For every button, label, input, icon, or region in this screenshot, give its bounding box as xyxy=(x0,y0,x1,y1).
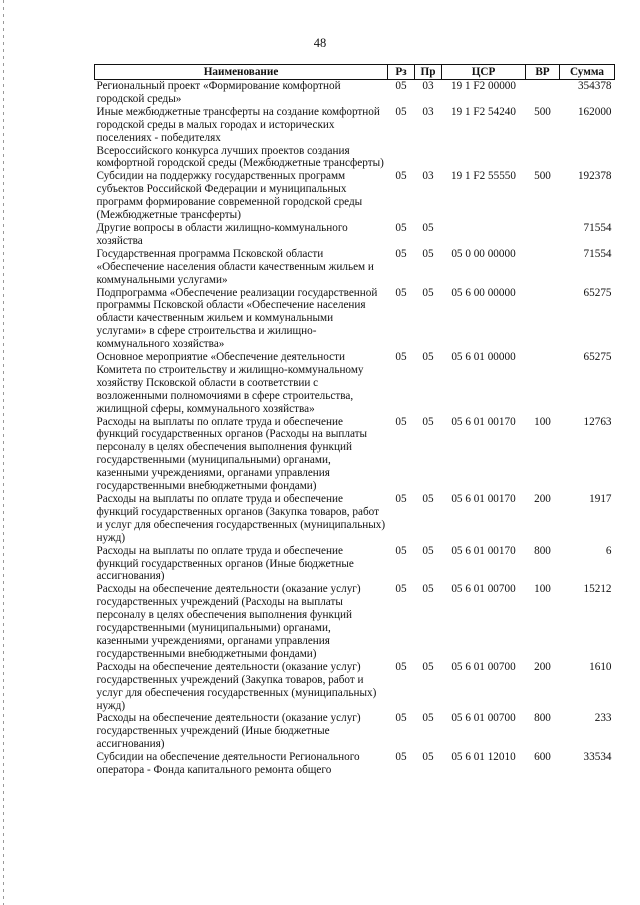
cell-rz: 05 xyxy=(395,544,407,557)
cell-name: Иные межбюджетные трансферты на создание комфортной городской среды в малых городах и исторических поселениях - победителях xyxy=(96,105,380,144)
cell-vr: 500 xyxy=(534,105,551,118)
cell-pr: 03 xyxy=(422,105,434,118)
table-row xyxy=(95,145,615,171)
cell-pr: 03 xyxy=(422,170,434,183)
cell-csr: 05 6 01 00700 xyxy=(451,583,516,596)
cell-name: Расходы на выплаты по оплате труда и обеспечение функций государственных органов (Иные бюджетные ассигнования) xyxy=(96,544,354,583)
cell-pr: 05 xyxy=(422,583,434,596)
cell-rz: 05 xyxy=(395,286,407,299)
cell-pr: 05 xyxy=(422,247,434,260)
cell-vr xyxy=(526,222,560,248)
table-row xyxy=(95,222,615,248)
table-body xyxy=(95,80,615,777)
cell-pr: 05 xyxy=(422,712,434,725)
table-row xyxy=(95,106,615,145)
cell-sum: 233 xyxy=(594,712,612,725)
cell-vr: 500 xyxy=(534,170,551,183)
table-row xyxy=(95,170,615,222)
cell-pr: 05 xyxy=(422,544,434,557)
cell-pr: 05 xyxy=(422,351,434,364)
cell-pr: 05 xyxy=(422,221,434,234)
cell-csr: 19 1 F2 00000 xyxy=(451,80,516,92)
cell-rz: 05 xyxy=(395,493,407,505)
cell-sum: 65275 xyxy=(583,286,612,299)
cell-sum: 1610 xyxy=(589,660,612,673)
cell-sum: 354378 xyxy=(577,80,612,92)
cell-sum: 33534 xyxy=(583,751,612,764)
cell-pr: 05 xyxy=(422,286,434,299)
table-row xyxy=(95,351,615,416)
cell-name: Субсидии на поддержку государственных программ субъектов Российской Федерации и муниципальных программ формирование современной городской среды (Межбюджетные трансферты) xyxy=(96,170,363,222)
cell-rz: 05 xyxy=(395,170,407,183)
cell-csr: 19 1 F2 54240 xyxy=(451,105,516,118)
cell-rz: 05 xyxy=(395,80,407,92)
cell-pr xyxy=(415,145,442,171)
cell-pr: 05 xyxy=(422,660,434,673)
cell-csr: 05 6 01 00700 xyxy=(451,660,516,673)
header-name: Наименование xyxy=(95,65,388,80)
cell-name: Региональный проект «Формирование комфортной городской среды» xyxy=(96,80,341,105)
cell-csr xyxy=(442,145,526,171)
cell-sum: 12763 xyxy=(583,415,612,428)
cell-csr: 05 6 01 00170 xyxy=(451,493,516,505)
cell-rz: 05 xyxy=(395,247,407,260)
cell-rz: 05 xyxy=(395,105,407,118)
cell-name: Расходы на выплаты по оплате труда и обеспечение функций государственных органов (Расходы на выплаты персоналу в целях обеспечения выполнения функций государственными (муниципальными) органами, казенными учреждениями, органами управления государственными внебюджетными фондами) xyxy=(96,415,368,493)
table-row xyxy=(95,583,615,660)
cell-csr: 05 6 01 00170 xyxy=(451,415,516,428)
table-row xyxy=(95,545,615,584)
cell-sum xyxy=(560,145,615,171)
cell-sum: 15212 xyxy=(583,583,612,596)
cell-pr: 03 xyxy=(422,80,434,92)
table-row xyxy=(95,416,615,493)
cell-name: Расходы на обеспечение деятельности (оказание услуг) государственных учреждений (Расходы на выплаты персоналу в целях обеспечения выполнения функций государственными (муниципальными) органами, казенными учреждениями, органами управления государственными внебюджетными фондами) xyxy=(96,583,361,660)
cell-csr: 05 6 01 00700 xyxy=(451,712,516,725)
budget-table xyxy=(94,64,615,777)
cell-vr: 200 xyxy=(534,660,551,673)
table-row xyxy=(95,248,615,287)
cell-sum: 1917 xyxy=(589,493,612,505)
cell-sum: 65275 xyxy=(583,351,612,364)
cell-vr: 800 xyxy=(534,712,551,725)
cell-csr xyxy=(442,222,526,248)
table-row xyxy=(95,661,615,713)
header-csr: ЦСР xyxy=(442,65,526,80)
cell-vr: 200 xyxy=(534,493,551,505)
cell-name: Расходы на обеспечение деятельности (оказание услуг) государственных учреждений (Иные бюджетные ассигнования) xyxy=(96,712,361,751)
cell-name: Расходы на обеспечение деятельности (оказание услуг) государственных учреждений (Закупка товаров, работ и услуг для обеспечения государственных (муниципальных) нужд) xyxy=(96,660,377,712)
cell-vr: 100 xyxy=(534,583,551,596)
cell-vr xyxy=(526,351,560,416)
table-row xyxy=(95,80,615,106)
table-row xyxy=(95,712,615,751)
table-row xyxy=(95,751,615,777)
cell-rz: 05 xyxy=(395,415,407,428)
cell-sum: 162000 xyxy=(577,105,612,118)
cell-vr: 600 xyxy=(534,751,551,764)
cell-vr: 100 xyxy=(534,415,551,428)
page-number: 48 xyxy=(313,36,327,50)
cell-vr xyxy=(526,287,560,352)
scan-edge-artifact xyxy=(3,0,4,905)
cell-rz: 05 xyxy=(395,660,407,673)
cell-name: Основное мероприятие «Обеспечение деятельности Комитета по строительству и жилищно-коммунальному хозяйству Псковской области в соответствии с возложенными полномочиями в сфере строительства, жилищной сферы, коммунального хозяйства» xyxy=(96,351,364,415)
cell-rz: 05 xyxy=(395,351,407,364)
table-header-row xyxy=(95,65,615,80)
cell-name: Другие вопросы в области жилищно-коммунального хозяйства xyxy=(96,221,348,247)
cell-csr: 05 6 01 00170 xyxy=(451,544,516,557)
cell-name: Государственная программа Псковской области «Обеспечение населения области качественным жильем и коммунальными услугами» xyxy=(96,247,374,286)
table-row xyxy=(95,493,615,545)
cell-vr xyxy=(526,80,560,106)
cell-pr: 05 xyxy=(422,415,434,428)
cell-sum: 6 xyxy=(605,544,612,557)
cell-pr: 05 xyxy=(422,493,434,505)
cell-vr: 800 xyxy=(534,544,551,557)
cell-sum: 71554 xyxy=(583,221,612,234)
cell-rz: 05 xyxy=(395,583,407,596)
cell-pr: 05 xyxy=(422,751,434,764)
cell-rz: 05 xyxy=(395,221,407,234)
header-vr: ВР xyxy=(526,65,560,80)
cell-vr xyxy=(526,145,560,171)
cell-name: Расходы на выплаты по оплате труда и обеспечение функций государственных органов (Закупка товаров, работ и услуг для обеспечения государственных (муниципальных) нужд) xyxy=(96,493,386,544)
cell-csr: 05 6 01 12010 xyxy=(451,751,516,764)
cell-vr xyxy=(526,248,560,287)
cell-csr: 05 6 01 00000 xyxy=(451,351,516,364)
header-pr: Пр xyxy=(415,65,442,80)
cell-rz: 05 xyxy=(395,751,407,764)
header-rz: Рз xyxy=(388,65,415,80)
cell-csr: 05 6 00 00000 xyxy=(451,286,516,299)
cell-csr: 19 1 F2 55550 xyxy=(451,170,516,183)
cell-name: Субсидии на обеспечение деятельности Регионального оператора - Фонда капитального ремонта общего xyxy=(96,751,360,777)
cell-name: Подпрограмма «Обеспечение реализации государственной программы Псковской области «Обеспечение населения области качественным жильем и коммунальными услугами» в сфере строительства и жилищно-коммунального хозяйства» xyxy=(96,286,378,351)
cell-sum: 192378 xyxy=(577,170,612,183)
cell-sum: 71554 xyxy=(583,247,612,260)
cell-rz: 05 xyxy=(395,712,407,725)
cell-csr: 05 0 00 00000 xyxy=(451,247,516,260)
table-row xyxy=(95,287,615,352)
cell-name: Всероссийского конкурса лучших проектов создания комфортной городской среды (Межбюджетные трансферты) xyxy=(96,144,384,170)
cell-rz xyxy=(388,145,415,171)
header-sum: Сумма xyxy=(560,65,615,80)
